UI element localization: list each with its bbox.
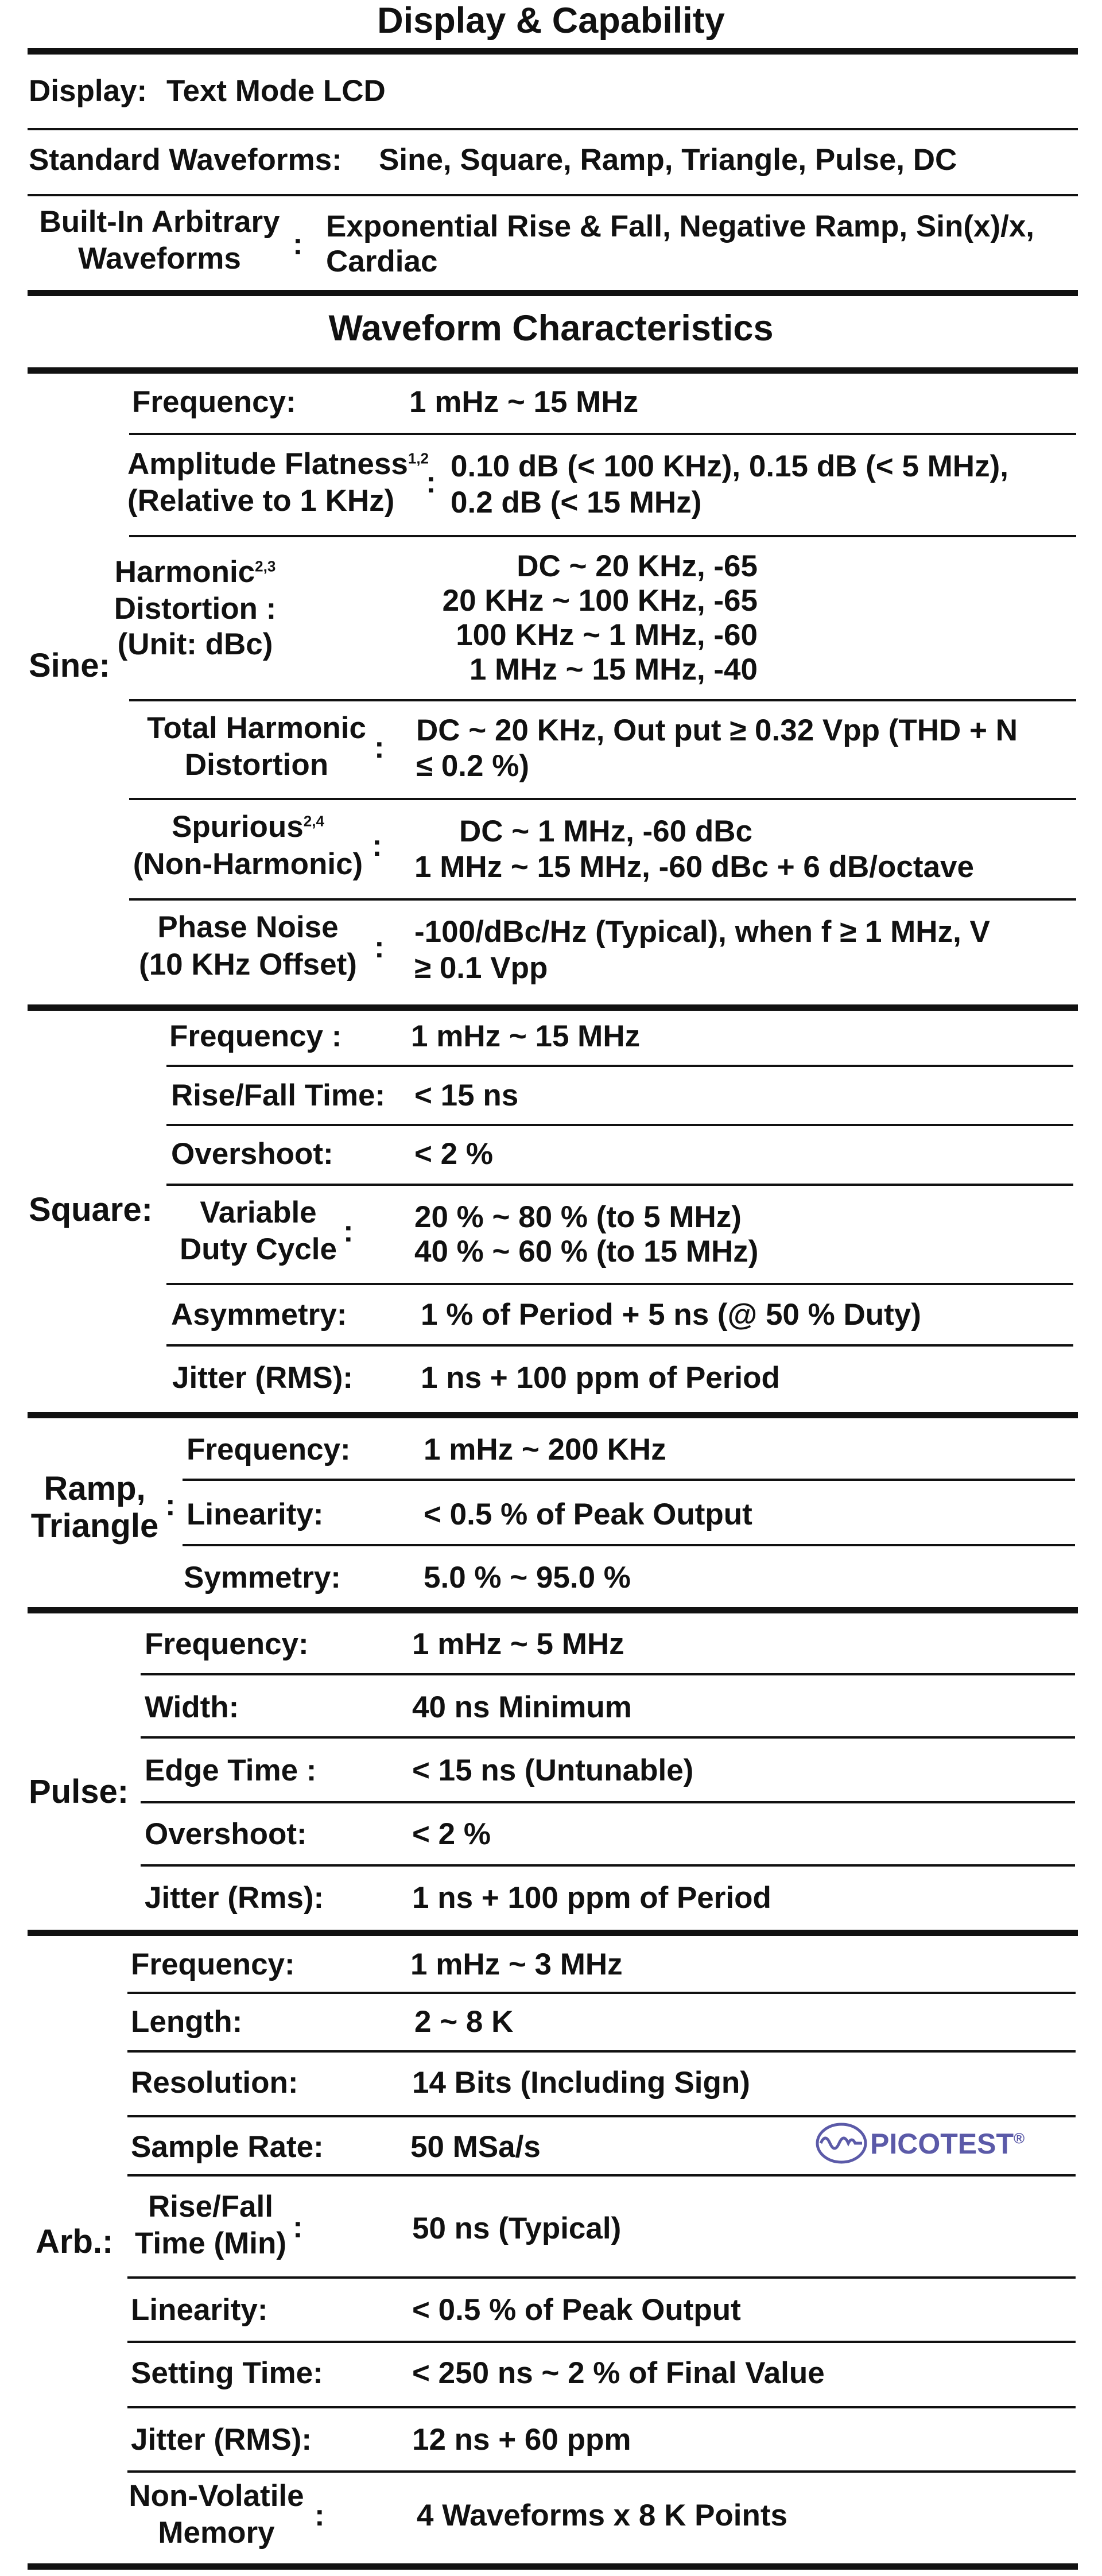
pulse-frequency-label: Frequency:	[145, 1627, 309, 1661]
square-overshoot-label: Overshoot:	[171, 1137, 333, 1171]
colon: :	[293, 2210, 303, 2244]
pulse-edge-time-label: Edge Time :	[145, 1753, 317, 1787]
standard-waveforms-value: Sine, Square, Ramp, Triangle, Pulse, DC	[379, 143, 957, 177]
sine-label: Sine:	[29, 647, 110, 684]
ramp-symmetry-value: 5.0 % ~ 95.0 %	[424, 1561, 631, 1595]
sine-frequency-value: 1 mHz ~ 15 MHz	[409, 385, 639, 419]
arb-rise-fall-value: 50 ns (Typical)	[412, 2212, 622, 2245]
colon: :	[165, 1488, 176, 1522]
arb-jitter-value: 12 ns + 60 ppm	[412, 2423, 631, 2457]
asymmetry-label: Asymmetry:	[171, 1298, 347, 1332]
arb-length-value: 2 ~ 8 K	[414, 2005, 514, 2039]
divider	[28, 48, 1078, 55]
amplitude-flatness-value-line1: 0.10 dB (< 100 KHz), 0.15 dB (< 5 MHz),	[451, 449, 1008, 483]
picotest-logo	[815, 2120, 1050, 2166]
arb-resolution-value: 14 Bits (Including Sign)	[412, 2066, 750, 2100]
nvm-label-line2: Memory	[158, 2516, 275, 2550]
divider	[28, 367, 1078, 374]
section-title-waveform: Waveform Characteristics	[328, 308, 774, 348]
divider	[141, 1736, 1075, 1739]
thd-label-line2: Distortion	[184, 748, 329, 782]
colon: :	[374, 731, 385, 765]
divider	[129, 798, 1076, 800]
divider	[127, 2174, 1076, 2177]
divider	[28, 1412, 1078, 1418]
pulse-label: Pulse:	[29, 1773, 129, 1810]
section-title-display: Display & Capability	[377, 1, 725, 41]
duty-cycle-label-line1: Variable	[200, 1196, 317, 1229]
harmonic-distortion-row: 20 KHz ~ 100 KHz, -65	[442, 584, 758, 618]
colon: :	[426, 465, 436, 499]
ramp-frequency-label: Frequency:	[187, 1433, 351, 1467]
amplitude-flatness-value-line2: 0.2 dB (< 15 MHz)	[451, 486, 702, 519]
divider	[166, 1283, 1073, 1285]
arbitrary-label-line1: Built-In Arbitrary	[39, 205, 280, 239]
colon: :	[372, 829, 382, 863]
harmonic-distortion-row: 100 KHz ~ 1 MHz, -60	[456, 618, 758, 652]
divider	[141, 1673, 1075, 1675]
phase-noise-label-line1: Phase Noise	[157, 910, 339, 944]
divider	[127, 2276, 1076, 2279]
ramp-linearity-value: < 0.5 % of Peak Output	[424, 1498, 752, 1531]
divider	[129, 699, 1076, 701]
duty-cycle-value-line1: 20 % ~ 80 % (to 5 MHz)	[414, 1200, 742, 1234]
duty-cycle-value-line2: 40 % ~ 60 % (to 15 MHz)	[414, 1235, 759, 1268]
divider	[28, 1607, 1078, 1613]
divider	[28, 194, 1078, 196]
ramp-linearity-label: Linearity:	[187, 1498, 324, 1531]
square-rise-fall-label: Rise/Fall Time:	[171, 1078, 386, 1112]
thd-value-line1: DC ~ 20 KHz, Out put ≥ 0.32 Vpp (THD + N	[416, 713, 1018, 747]
pulse-jitter-label: Jitter (Rms):	[145, 1881, 324, 1915]
divider	[183, 1544, 1075, 1546]
colon: :	[315, 2499, 325, 2532]
arb-sample-rate-value: 50 MSa/s	[410, 2130, 541, 2164]
phase-noise-value-line2: ≥ 0.1 Vpp	[414, 951, 548, 985]
display-label: Display:	[29, 74, 148, 108]
divider	[28, 1004, 1078, 1011]
picotest-logo-text: PICOTEST®	[870, 2128, 1025, 2160]
arb-linearity-label: Linearity:	[131, 2293, 268, 2327]
spurious-label-line2: (Non-Harmonic)	[133, 847, 363, 881]
thd-value-line2: ≤ 0.2 %)	[416, 749, 529, 783]
harmonic-distortion-label-line2: Distortion :	[114, 592, 277, 626]
nvm-value: 4 Waveforms x 8 K Points	[417, 2499, 788, 2532]
display-value: Text Mode LCD	[166, 74, 386, 108]
ramp-label-line1: Ramp,	[44, 1470, 146, 1507]
divider	[141, 1801, 1075, 1803]
arbitrary-value-line1: Exponential Rise & Fall, Negative Ramp, Sin(x)/x,	[326, 210, 1035, 243]
divider	[166, 1124, 1073, 1126]
pulse-jitter-value: 1 ns + 100 ppm of Period	[412, 1881, 771, 1915]
divider	[127, 2406, 1076, 2408]
square-frequency-label: Frequency :	[169, 1019, 342, 1053]
asymmetry-value: 1 % of Period + 5 ns (@ 50 % Duty)	[421, 1298, 921, 1332]
arb-length-label: Length:	[131, 2005, 243, 2039]
divider	[127, 2050, 1076, 2053]
ramp-label-line2: Triangle	[30, 1507, 159, 1545]
pulse-overshoot-value: < 2 %	[412, 1817, 491, 1851]
colon: :	[343, 1215, 354, 1248]
spurious-value-line2: 1 MHz ~ 15 MHz, -60 dBc + 6 dB/octave	[414, 850, 974, 884]
divider	[166, 1184, 1073, 1186]
divider	[127, 2341, 1076, 2343]
arb-label: Arb.:	[36, 2223, 114, 2260]
square-rise-fall-value: < 15 ns	[414, 1078, 519, 1112]
divider	[28, 1930, 1078, 1936]
arbitrary-value-line2: Cardiac	[326, 245, 438, 278]
divider	[129, 535, 1076, 537]
arb-setting-time-value: < 250 ns ~ 2 % of Final Value	[412, 2356, 825, 2390]
colon: :	[293, 227, 303, 261]
arb-linearity-value: < 0.5 % of Peak Output	[412, 2293, 741, 2327]
spurious-label-line1: Spurious$^{2,4}$	[172, 810, 324, 844]
divider	[183, 1479, 1075, 1481]
square-jitter-value: 1 ns + 100 ppm of Period	[421, 1361, 780, 1395]
harmonic-distortion-row: 1 MHz ~ 15 MHz, -40	[469, 653, 758, 686]
divider	[28, 128, 1078, 130]
amplitude-flatness-label-line2: (Relative to 1 KHz)	[127, 484, 395, 518]
square-jitter-label: Jitter (RMS):	[172, 1361, 354, 1395]
nvm-label-line1: Non-Volatile	[129, 2479, 304, 2513]
divider	[127, 2115, 1076, 2117]
pulse-overshoot-label: Overshoot:	[145, 1817, 307, 1851]
divider	[166, 1065, 1073, 1067]
standard-waveforms-label: Standard Waveforms:	[29, 143, 342, 177]
arb-rise-fall-label-line1: Rise/Fall	[148, 2190, 273, 2224]
colon: :	[374, 930, 385, 964]
divider	[141, 1864, 1075, 1867]
pulse-width-value: 40 ns Minimum	[412, 1690, 632, 1724]
pulse-width-label: Width:	[145, 1690, 239, 1724]
arb-rise-fall-label-line2: Time (Min)	[134, 2226, 287, 2260]
thd-label-line1: Total Harmonic	[147, 711, 366, 745]
ramp-symmetry-label: Symmetry:	[184, 1561, 341, 1595]
pulse-frequency-value: 1 mHz ~ 5 MHz	[412, 1627, 624, 1661]
pulse-edge-time-value: < 15 ns (Untunable)	[412, 1753, 694, 1787]
arb-sample-rate-label: Sample Rate:	[131, 2130, 324, 2164]
square-overshoot-value: < 2 %	[414, 1137, 494, 1171]
harmonic-distortion-row: DC ~ 20 KHz, -65	[517, 549, 758, 583]
ramp-frequency-value: 1 mHz ~ 200 KHz	[424, 1433, 666, 1467]
divider	[129, 433, 1076, 435]
spurious-value-line1: DC ~ 1 MHz, -60 dBc	[459, 814, 752, 848]
phase-noise-label-line2: (10 KHz Offset)	[139, 948, 357, 981]
arbitrary-label-line2: Waveforms	[78, 242, 241, 276]
square-frequency-value: 1 mHz ~ 15 MHz	[411, 1019, 641, 1053]
arb-frequency-label: Frequency:	[131, 1947, 295, 1981]
arb-frequency-value: 1 mHz ~ 3 MHz	[410, 1947, 623, 1981]
divider	[28, 2563, 1078, 2570]
arb-jitter-label: Jitter (RMS):	[131, 2423, 312, 2457]
harmonic-distortion-label-line3: (Unit: dBc)	[117, 627, 273, 661]
sine-frequency-label: Frequency:	[132, 385, 296, 419]
square-label: Square:	[29, 1191, 153, 1228]
divider	[127, 1992, 1076, 1994]
divider	[28, 290, 1078, 296]
divider	[127, 2470, 1076, 2473]
duty-cycle-label-line2: Duty Cycle	[180, 1232, 337, 1266]
divider	[129, 898, 1076, 901]
phase-noise-value-line1: -100/dBc/Hz (Typical), when f ≥ 1 MHz, V	[414, 915, 990, 949]
arb-resolution-label: Resolution:	[131, 2066, 298, 2100]
harmonic-distortion-label-line1: Harmonic$^{2,3}$	[114, 555, 276, 589]
arb-setting-time-label: Setting Time:	[131, 2356, 323, 2390]
divider	[166, 1344, 1073, 1347]
amplitude-flatness-label-line1: Amplitude Flatness$^{1,2}$	[127, 447, 429, 481]
